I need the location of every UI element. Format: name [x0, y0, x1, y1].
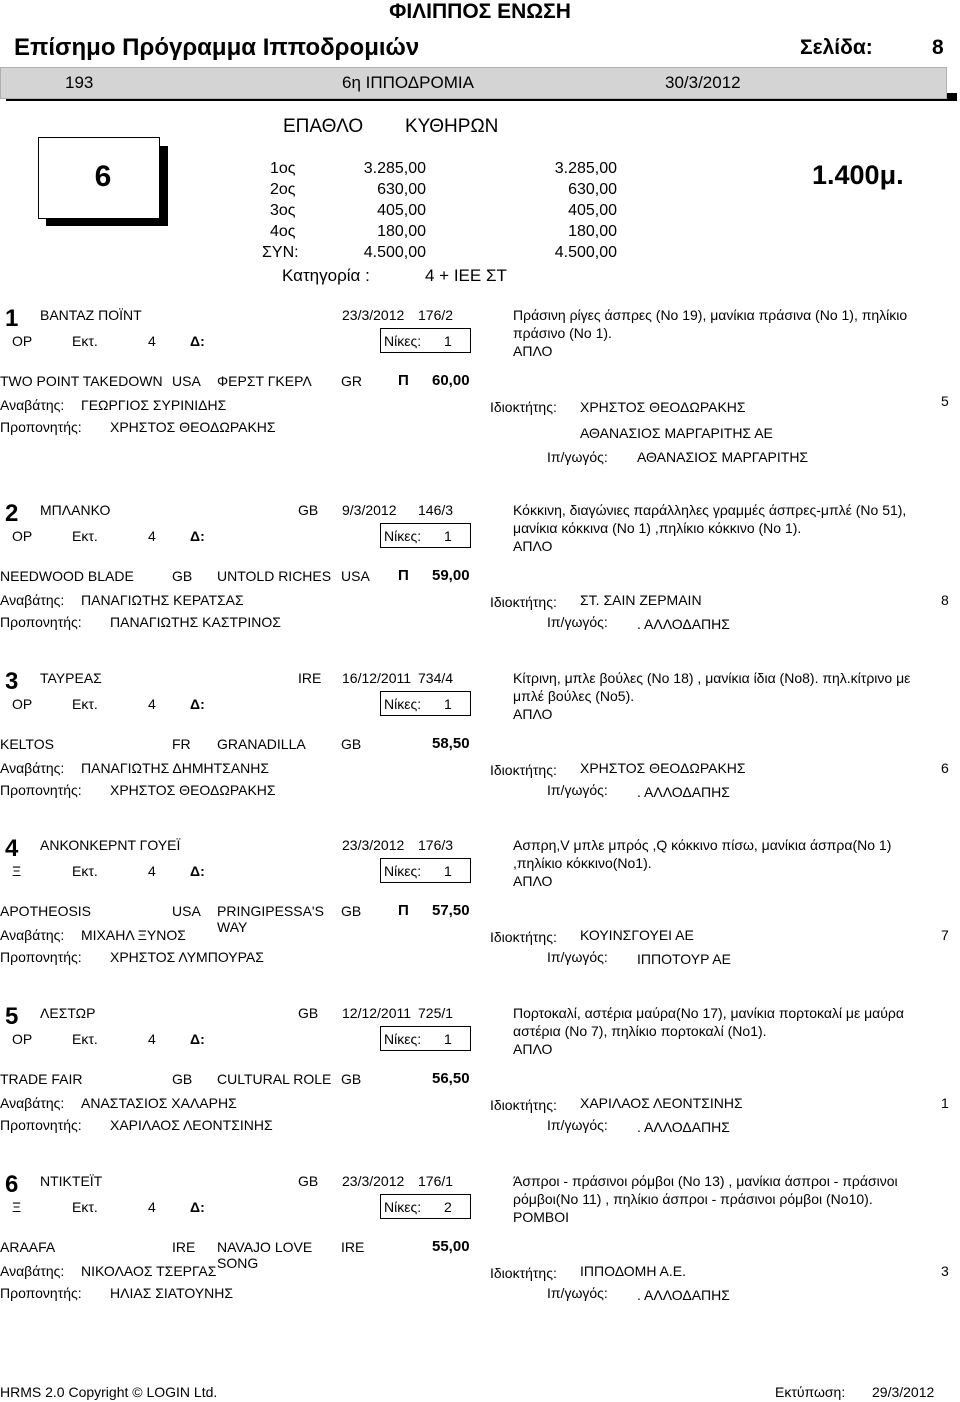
- horse-weight: 60,00: [432, 372, 470, 389]
- wins-box: [380, 1194, 471, 1219]
- meeting-date: 30/3/2012: [665, 73, 741, 92]
- owner-label: Ιδιοκτήτης:: [490, 929, 557, 945]
- wins-value: 1: [444, 1031, 452, 1047]
- breeder-name: . ΑΛΛΟΔΑΠΗΣ: [637, 616, 730, 632]
- owner-name: ΙΠΠΟΔΟΜΗ Α.Ε.: [580, 1263, 686, 1279]
- race-distance: 1.400μ.: [812, 160, 904, 190]
- horse-sex: ΟΡ: [12, 1031, 33, 1047]
- race-number: 6: [94, 160, 112, 193]
- registration-status: ΑΠΛΟ: [513, 343, 553, 359]
- wins-box: [380, 691, 471, 716]
- owner-name: ΧΡΗΣΤΟΣ ΘΕΟΔΩΡΑΚΗΣ: [580, 760, 746, 776]
- print-label: Εκτύπωση:: [775, 1384, 846, 1400]
- p-flag: Π: [398, 902, 409, 919]
- last-race-ref: 725/1: [418, 1005, 454, 1021]
- jockey-name: ΓΕΩΡΓΙΟΣ ΣΥΡΙΝΙΔΗΣ: [81, 397, 227, 413]
- trainer-label: Προπονητής:: [0, 949, 82, 965]
- breeder-label: Ιπ/γωγός:: [547, 1117, 608, 1133]
- meeting-number: 193: [65, 73, 94, 92]
- breeder-name: . ΑΛΛΟΔΑΠΗΣ: [637, 1287, 730, 1303]
- stall-number: 8: [941, 592, 949, 608]
- last-race-ref: 734/4: [418, 670, 454, 686]
- trainer-label: Προπονητής:: [0, 1285, 82, 1301]
- jockey-label: Αναβάτης:: [0, 927, 65, 943]
- colors-line-1: Ασπρη,V μπλε μπρός ,Q κόκκινο πίσω, μανίκια άσπρα(Νο 1): [513, 837, 892, 853]
- dam-country: GR: [341, 373, 362, 389]
- prize-total: 4.500,00: [363, 244, 426, 261]
- wins-value: 1: [444, 696, 452, 712]
- sire-name: KELTOS: [0, 736, 54, 752]
- category-label: Κατηγορία :: [282, 266, 370, 285]
- trainer-label: Προπονητής:: [0, 614, 82, 630]
- last-race-date: 12/12/2011: [342, 1005, 412, 1021]
- horse-name: ΝΤΙΚΤΕΪΤ: [40, 1173, 103, 1189]
- jockey-name: ΝΙΚΟΛΑΟΣ ΤΣΕΡΓΑΣ: [81, 1263, 217, 1279]
- horse-number: 1: [5, 305, 19, 332]
- sire-country: GB: [172, 568, 193, 584]
- owner-name-2: ΑΘΑΝΑΣΙΟΣ ΜΑΡΓΑΡΙΤΗΣ ΑΕ: [580, 425, 773, 441]
- page-label: Σελίδα:: [800, 36, 873, 59]
- breeder-name: ΑΘΑΝΑΣΙΟΣ ΜΑΡΓΑΡΙΤΗΣ: [637, 449, 809, 465]
- dam-country: USA: [341, 568, 370, 584]
- trainer-name: ΗΛΙΑΣ ΣΙΑΤΟΥΝΗΣ: [110, 1285, 234, 1301]
- jockey-label: Αναβάτης:: [0, 1263, 65, 1279]
- dam-name: PRINGIPESSA'S: [217, 903, 324, 919]
- ekt-value: 4: [148, 696, 156, 712]
- horse-sex: ΟΡ: [12, 528, 33, 544]
- prize-total-label: ΣΥΝ:: [262, 244, 299, 261]
- trainer-name: ΧΡΗΣΤΟΣ ΘΕΟΔΩΡΑΚΗΣ: [110, 419, 276, 435]
- jockey-label: Αναβάτης:: [0, 592, 65, 608]
- colors-line-2: πράσινο (Νο 1).: [513, 325, 612, 341]
- dam-name-cont: SONG: [217, 1255, 259, 1271]
- ekt-label: Εκτ.: [72, 528, 98, 544]
- horse-name: ΑΝΚΟΝΚΕΡΝΤ ΓΟΥΕΪ: [40, 837, 181, 853]
- owner-label: Ιδιοκτήτης:: [490, 399, 557, 415]
- sire-country: IRE: [172, 1239, 196, 1255]
- trainer-label: Προπονητής:: [0, 419, 82, 435]
- ekt-value: 4: [148, 528, 156, 544]
- prize-amount: 405,00: [377, 202, 426, 219]
- prize-amount: 3.285,00: [363, 160, 426, 177]
- ekt-value: 4: [148, 1031, 156, 1047]
- horse-weight: 58,50: [432, 735, 470, 752]
- prize-amount: 630,00: [377, 181, 426, 198]
- wins-value: 1: [444, 528, 452, 544]
- colors-line-1: Πορτοκαλί, αστέρια μαύρα(Νο 17), μανίκια πορτοκαλί με μαύρα: [513, 1005, 904, 1021]
- delta-label: Δ:: [190, 1199, 205, 1215]
- horse-sex: Ξ: [12, 1199, 22, 1215]
- registration-status: ΡΟΜΒΟΙ: [513, 1209, 570, 1225]
- ekt-label: Εκτ.: [72, 863, 98, 879]
- program-title: Επίσημο Πρόγραμμα Ιπποδρομιών: [14, 34, 420, 61]
- colors-line-1: Πράσινη ρίγες άσπρες (Νο 19), μανίκια πράσινα (Νο 1), πηλίκιο: [513, 307, 908, 323]
- owner-label: Ιδιοκτήτης:: [490, 594, 557, 610]
- breeder-label: Ιπ/γωγός:: [547, 782, 608, 798]
- copyright: HRMS 2.0 Copyright © LOGIN Ltd.: [0, 1384, 218, 1400]
- delta-label: Δ:: [190, 528, 205, 544]
- horse-name: ΛΕΣΤΩΡ: [40, 1005, 96, 1021]
- ekt-label: Εκτ.: [72, 1199, 98, 1215]
- jockey-label: Αναβάτης:: [0, 760, 65, 776]
- wins-value: 2: [444, 1199, 452, 1215]
- sire-country: GB: [172, 1071, 193, 1087]
- club-name: ΦΙΛΙΠΠΟΣ ΕΝΩΣΗ: [389, 0, 571, 23]
- ekt-value: 4: [148, 863, 156, 879]
- horse-sex: ΟΡ: [12, 333, 33, 349]
- horse-weight: 55,00: [432, 1238, 470, 1255]
- horse-name: ΜΠΛΑΝΚΟ: [40, 502, 111, 518]
- dam-name: UNTOLD RICHES: [217, 568, 332, 584]
- jockey-name: ΜΙΧΑΗΛ ΞΥΝΟΣ: [81, 927, 186, 943]
- p-flag: Π: [398, 567, 409, 584]
- prize-amount-total: 180,00: [568, 223, 617, 240]
- colors-line-2: μανίκια κόκκινα (Νο 1) ,πηλίκιο κόκκινο (Νο 1).: [513, 520, 802, 536]
- horse-origin: IRE: [298, 670, 322, 686]
- sire-country: FR: [172, 736, 191, 752]
- race-category: 4 + ΙΕΕ ΣΤ: [425, 266, 507, 285]
- horse-weight: 57,50: [432, 902, 470, 919]
- horse-origin: GB: [298, 1005, 319, 1021]
- horse-number: 3: [5, 668, 19, 695]
- jockey-label: Αναβάτης:: [0, 1095, 65, 1111]
- delta-label: Δ:: [190, 333, 205, 349]
- registration-status: ΑΠΛΟ: [513, 1041, 553, 1057]
- wins-label: Νίκες:: [384, 1031, 422, 1047]
- breeder-label: Ιπ/γωγός:: [547, 949, 608, 965]
- horse-name: ΒΑΝΤΑΖ ΠΟΪΝΤ: [40, 307, 142, 323]
- owner-name: ΣΤ. ΣΑΙΝ ΖΕΡΜΑΙΝ: [580, 592, 702, 608]
- breeder-label: Ιπ/γωγός:: [547, 1285, 608, 1301]
- dam-country: GB: [341, 903, 362, 919]
- registration-status: ΑΠΛΟ: [513, 706, 553, 722]
- breeder-name: ΙΠΠΟΤΟΥΡ ΑΕ: [637, 951, 731, 967]
- sire-name: NEEDWOOD BLADE: [0, 568, 134, 584]
- trainer-name: ΧΡΗΣΤΟΣ ΘΕΟΔΩΡΑΚΗΣ: [110, 782, 276, 798]
- ekt-value: 4: [148, 333, 156, 349]
- wins-label: Νίκες:: [384, 333, 422, 349]
- prize-place: 1ος: [270, 160, 296, 177]
- trainer-name: ΧΡΗΣΤΟΣ ΛΥΜΠΟΥΡΑΣ: [110, 949, 264, 965]
- last-race-ref: 176/3: [418, 837, 454, 853]
- sire-name: APOTHEOSIS: [0, 903, 92, 919]
- stall-number: 6: [941, 760, 949, 776]
- sire-name: TWO POINT TAKEDOWN: [0, 373, 163, 389]
- prize-amount-total: 630,00: [568, 181, 617, 198]
- prize-place: 4ος: [270, 223, 296, 240]
- breeder-label: Ιπ/γωγός:: [547, 449, 608, 465]
- delta-label: Δ:: [190, 863, 205, 879]
- sire-country: USA: [172, 903, 201, 919]
- prize-amount-total: 3.285,00: [554, 160, 617, 177]
- delta-label: Δ:: [190, 696, 205, 712]
- owner-name: ΧΑΡΙΛΑΟΣ ΛΕΟΝΤΣΙΝΗΣ: [580, 1095, 743, 1111]
- horse-origin: GB: [298, 1173, 319, 1189]
- colors-line-1: Κίτρινη, μπλε βούλες (Νο 18) , μανίκια ίδια (Νο8). πηλ.κίτρινο με: [513, 670, 911, 686]
- jockey-name: ΠΑΝΑΓΙΩΤΗΣ ΔΗΜΗΤΣΑΝΗΣ: [81, 760, 270, 776]
- colors-line-2: αστέρια (Νο 7), πηλίκιο πορτοκαλί (Νο1).: [513, 1023, 767, 1039]
- stall-number: 3: [941, 1263, 949, 1279]
- colors-line-1: Κόκκινη, διαγώνιες παράλληλες γραμμές άσπρες-μπλέ (Νο 51),: [513, 502, 907, 518]
- sire-country: USA: [172, 373, 201, 389]
- dam-country: IRE: [341, 1239, 365, 1255]
- registration-status: ΑΠΛΟ: [513, 873, 553, 889]
- dam-country: GB: [341, 736, 362, 752]
- breeder-name: . ΑΛΛΟΔΑΠΗΣ: [637, 784, 730, 800]
- stall-number: 7: [941, 927, 949, 943]
- wins-label: Νίκες:: [384, 863, 422, 879]
- registration-status: ΑΠΛΟ: [513, 538, 553, 554]
- p-flag: Π: [398, 372, 409, 389]
- breeder-name: . ΑΛΛΟΔΑΠΗΣ: [637, 1119, 730, 1135]
- last-race-ref: 176/2: [418, 307, 454, 323]
- last-race-date: 23/3/2012: [342, 1173, 405, 1189]
- horse-sex: ΟΡ: [12, 696, 33, 712]
- dam-name-cont: WAY: [217, 919, 248, 935]
- race-name: ΚΥΘΗΡΩΝ: [405, 116, 499, 137]
- prize-place: 3ος: [270, 202, 296, 219]
- last-race-date: 9/3/2012: [342, 502, 397, 518]
- wins-label: Νίκες:: [384, 1199, 422, 1215]
- owner-name: ΧΡΗΣΤΟΣ ΘΕΟΔΩΡΑΚΗΣ: [580, 399, 746, 415]
- delta-label: Δ:: [190, 1031, 205, 1047]
- horse-weight: 59,00: [432, 567, 470, 584]
- dam-name: NAVAJO LOVE: [217, 1239, 313, 1255]
- trainer-name: ΧΑΡΙΛΑΟΣ ΛΕΟΝΤΣΙΝΗΣ: [110, 1117, 273, 1133]
- dam-country: GB: [341, 1071, 362, 1087]
- prize-total-2: 4.500,00: [554, 244, 617, 261]
- wins-box: [380, 858, 471, 883]
- page-number: 8: [932, 36, 944, 59]
- horse-origin: GB: [298, 502, 319, 518]
- last-race-date: 16/12/2011: [342, 670, 412, 686]
- wins-value: 1: [444, 333, 452, 349]
- trainer-label: Προπονητής:: [0, 782, 82, 798]
- last-race-date: 23/3/2012: [342, 307, 405, 323]
- stall-number: 5: [941, 393, 949, 409]
- horse-weight: 56,50: [432, 1070, 470, 1087]
- meeting-name: 6η ΙΠΠΟΔΡΟΜΙΑ: [342, 73, 474, 92]
- colors-line-2: ρόμβοι(Νο 11) , πηλίκιο άσπροι - πράσινοι ρόμβοι (Νο10).: [513, 1191, 873, 1207]
- horse-name: ΤΑΥΡΕΑΣ: [40, 670, 102, 686]
- horse-sex: Ξ: [12, 863, 22, 879]
- colors-line-2: μπλέ βούλες (Νο5).: [513, 688, 635, 704]
- dam-name: ΦΕΡΣΤ ΓΚΕΡΛ: [217, 373, 312, 389]
- wins-value: 1: [444, 863, 452, 879]
- wins-box: [380, 328, 471, 353]
- jockey-label: Αναβάτης:: [0, 397, 65, 413]
- prize-amount-total: 405,00: [568, 202, 617, 219]
- last-race-date: 23/3/2012: [342, 837, 405, 853]
- prize-place: 2ος: [270, 181, 296, 198]
- ekt-label: Εκτ.: [72, 333, 98, 349]
- colors-line-1: Άσπροι - πράσινοι ρόμβοι (Νο 13) , μανίκια άσπροι - πράσινοι: [513, 1173, 898, 1189]
- print-date: 29/3/2012: [872, 1384, 935, 1400]
- trainer-name: ΠΑΝΑΓΙΩΤΗΣ ΚΑΣΤΡΙΝΟΣ: [110, 614, 281, 630]
- prize-amount: 180,00: [377, 223, 426, 240]
- sire-name: ARAAFA: [0, 1239, 56, 1255]
- breeder-label: Ιπ/γωγός:: [547, 614, 608, 630]
- owner-label: Ιδιοκτήτης:: [490, 762, 557, 778]
- horse-number: 6: [5, 1171, 19, 1198]
- wins-box: [380, 523, 471, 548]
- stall-number: 1: [941, 1095, 949, 1111]
- owner-name: ΚΟΥΙΝΣΓΟΥΕΙ ΑΕ: [580, 927, 694, 943]
- dam-name: GRANADILLA: [217, 736, 306, 752]
- last-race-ref: 176/1: [418, 1173, 454, 1189]
- owner-label: Ιδιοκτήτης:: [490, 1097, 557, 1113]
- wins-label: Νίκες:: [384, 528, 422, 544]
- ekt-label: Εκτ.: [72, 1031, 98, 1047]
- horse-number: 2: [5, 500, 19, 527]
- jockey-name: ΠΑΝΑΓΙΩΤΗΣ ΚΕΡΑΤΣΑΣ: [81, 592, 244, 608]
- last-race-ref: 146/3: [418, 502, 454, 518]
- ekt-label: Εκτ.: [72, 696, 98, 712]
- race-type: ΕΠΑΘΛΟ: [283, 116, 364, 137]
- horse-number: 4: [5, 835, 19, 862]
- horse-number: 5: [5, 1003, 19, 1030]
- jockey-name: ΑΝΑΣΤΑΣΙΟΣ ΧΑΛΑΡΗΣ: [81, 1095, 237, 1111]
- ekt-value: 4: [148, 1199, 156, 1215]
- owner-label: Ιδιοκτήτης:: [490, 1265, 557, 1281]
- wins-box: [380, 1026, 471, 1051]
- wins-label: Νίκες:: [384, 696, 422, 712]
- trainer-label: Προπονητής:: [0, 1117, 82, 1133]
- dam-name: CULTURAL ROLE: [217, 1071, 332, 1087]
- colors-line-2: ,πηλίκιο κόκκινο(Νο1).: [513, 855, 652, 871]
- sire-name: TRADE FAIR: [0, 1071, 83, 1087]
